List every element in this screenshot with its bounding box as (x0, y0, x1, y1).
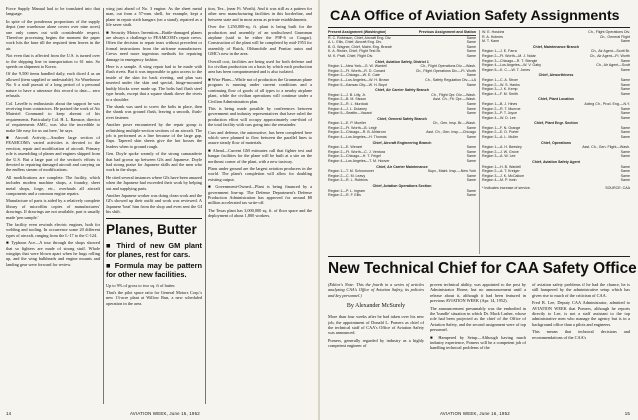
table-cell-present: Region 5—Seattle—Vacant (328, 111, 372, 116)
editors-note: (Editor's Note: This the fourth in a series of articles analyzing CAA's Office of Aviation Safety, its policies and key personnel.) (328, 282, 424, 298)
table-cell-previous: Ch., Flight Operations Div.—Ft. Worth (415, 68, 476, 73)
table-cell-present: Region 1—E. Wenzel (328, 145, 363, 150)
table-cell-previous: Same (620, 87, 630, 92)
table-cell-previous: Acting Ch., Prod. Eng.—N.Y. (584, 101, 630, 106)
deck-bullet-1-text: Third of new GM plant for planes, rest for cars. (106, 240, 202, 259)
right-column-1 (328, 282, 424, 410)
table-section-heading: Chief, Operations (541, 140, 571, 145)
table-cell-present: Region 3—Chicago—H. T. Feigel (328, 154, 381, 159)
table-cell-present: Region 4—F. M. Smith (482, 91, 518, 96)
table-cell-previous: Same (620, 149, 630, 154)
table-cell-previous: Same (466, 173, 476, 178)
page-number: 14 (6, 411, 12, 416)
table-cell-present: K. A. Risher, Chief, Flight Test Br. (328, 49, 381, 54)
table-cell-present: Region 3—J. K. Kemp (482, 87, 518, 92)
body-paragraph: ■ Wise Plans—While not of production the Grumman plane program is running under current conditions and a continuing flow of goods of all types to a nearby airplane plant, while the civilian operations will continue under a Civilian Administration plan. (208, 76, 312, 104)
table-cell-present: Region 3—J. K. McCallum (482, 173, 525, 178)
table-cell-previous: Same (466, 106, 476, 111)
table-cell-present: Region 3—Chicago—W. E. Cate (328, 73, 380, 78)
table-divider (479, 30, 480, 254)
table-cell-present: Region 2—C. M. Leavy (328, 173, 366, 178)
body-paragraph: Of the 9,500 items handled daily, each diced 4 as an allowed (item supplied or undesirable). So Warehouse No. 6 a staff pursuit of a long period of a personal nature to have a utterance this record to date— zero refusals. (6, 71, 100, 99)
table-cell-previous: Same (620, 178, 630, 183)
table-cell-previous: Same (620, 91, 630, 96)
body-paragraph: Another Japanese worker was doing clean work and the GI's showed up their outfit and work was reviewed. A Japanese 'beat' him from the shop and even sent the GI his shift. (106, 193, 202, 215)
table-bottom-rule (328, 256, 630, 257)
table-cell-present: Region 1—B. J. Hines (482, 101, 518, 106)
body-paragraph: wing just ahead of No. 3 engine. As the sheet metal man, cut from a 57-mm. shell, for example, kept a plane in repair sixth hangars (on a stand), repaired as a life saver sixth. (106, 6, 202, 28)
table-cell-present: Region 3—R. L. Robbins (328, 178, 368, 183)
table-cell-previous: Same (620, 39, 630, 44)
body-paragraph: Force Supply Manual had to be translated into that language. (6, 6, 100, 17)
table-cell-previous: Same (620, 106, 630, 111)
assignments-table-right (482, 30, 630, 254)
table-cell-present: Region 1—J. E. Farra (482, 49, 517, 54)
body-paragraph: Another poser encountered by the repair group is refinishing multiple-section sections of an aircraft. The job is performed as a line because of the large gap, flaps. Tapered skin sheets give the hot bosses the leaders when to ground rough. (106, 122, 202, 149)
left-page (0, 0, 318, 420)
assignments-table-left (328, 30, 476, 254)
table-cell-present: Region 2—R. T. Munroe (482, 106, 521, 111)
table-footnote-row (482, 186, 630, 191)
table-cell-present: Region 3—Chicago—R. B. Ahlstrom (328, 130, 386, 135)
table-cell-present: Region 1—New York—G. W. Wardell (328, 64, 387, 69)
publication-footer: AVIATION WEEK, June 16, 1952 (130, 411, 200, 416)
table-cell-present: Region 1—E. P. Mueller (328, 121, 367, 126)
table-section-heading: Chief, Aviation Safety Agent (532, 160, 580, 165)
table-cell-present: Region 1—F. N. Grange (482, 125, 521, 130)
table-section-heading: Chief, Plant Location (538, 97, 574, 102)
table-cell-previous: Ch., Air Agent—Scott (596, 63, 630, 68)
body-paragraph: Manufacture of parts is aided by a relatively complete library of microfilm copies of manufacturers' drawings. If drawings are not available, part is usually made 'pen sample.' (6, 198, 100, 220)
table-cell-previous: Asst. Ch., Flt. Opr.—Wash. (433, 97, 476, 102)
table-row (328, 193, 476, 198)
table-cell-previous: Same (466, 49, 476, 54)
table-cell-present: Region 2—Ft. Worth—C. J. Ventura (328, 149, 386, 154)
table-source: SOURCE: CAA (605, 186, 630, 190)
body-paragraph: That's the pilot space ratio for General Motors Corp.'s new 13-acre plant at Willow Run, a new scheduled operation in the area. (106, 290, 202, 306)
table-section-heading: Chief, General Safety Branch (377, 116, 427, 121)
deck-bullet-2: ■ Formula may be pattern for other new facilities. (106, 260, 202, 279)
left-column-1 (6, 6, 100, 406)
body-paragraph: In spite of the ponderous proportions of the supply depot (one warehouse alone covers over nine acres) one only comes out with considerable respect. Therefore processing begins the moment the paper work hits the base till the required item leaves in the air. (6, 18, 100, 51)
table-cell-present: M. T. Kane (482, 39, 500, 44)
table-cell-previous: Same (620, 111, 630, 116)
body-paragraph: Gen. Doyle spoke warmly of the strong camaraderie that had grown up between GIs and Japanese. Doyle had strong praise for Japanese skills and the men who work in the shops. (106, 151, 202, 173)
table-cell-present: Region 2—E. D. Porter (482, 130, 519, 135)
table-section-heading: Chief, Aviation Operations Section (372, 184, 432, 188)
table-cell-previous: Same (466, 135, 476, 140)
right-column-2 (430, 282, 526, 410)
publication-footer: AVIATION WEEK, June 16, 1952 (440, 411, 510, 416)
table-cell-present: Region 4—Los Angeles—W. V. Gaby (482, 63, 541, 68)
table-row (328, 83, 476, 88)
table-cell-present: Region 2—Ft. Worth—M. J. Nolan (482, 53, 537, 58)
table-cell-previous: Same (620, 173, 630, 178)
table-cell-previous: Asst. Ch., Gen. Flight—Wash. (582, 145, 630, 150)
table-cell-previous: Same (466, 82, 476, 87)
table-row (328, 178, 476, 183)
table-cell-previous: Same (620, 154, 630, 159)
body-paragraph: of aviation safety problems if he had the chance, he is still hampered by the administrative setup which has given rise to much of the criticism of CAA. (532, 282, 630, 298)
table-cell-previous: Same (466, 101, 476, 106)
headline-rule (106, 218, 202, 219)
table-cell-present: Region 1—P. L. Ingram (328, 188, 366, 193)
table-cell-present: Region 5—K. C.—W. T. Jones (482, 67, 531, 72)
body-paragraph: Pomers, generally regarded by industry as a highly competent engineer of (328, 337, 424, 349)
table-header-present: Present Assignment (Washington) (328, 30, 387, 34)
table-cell-present: Region 2—J. W. Grove (482, 149, 519, 154)
table-title: CAA Office of Aviation Safety Assignments (330, 8, 620, 24)
table-cell-previous: Ch., General Flight (599, 34, 630, 39)
body-paragraph: The facility even rewinds electric engines, both for welding and tooling. In occurrence some 20 different types of aircraft, ranging from the L-17 to the C-124. (6, 222, 100, 238)
table-cell-previous: Same (620, 82, 630, 87)
body-paragraph: ■ Ahead—Current GM estimates call that fighter test and hangar facilities for the plane will be built at a site on the northeast corner of the plant, with a new taxiway. (208, 147, 312, 164)
table-cell-previous: Ch., Flight Opr. Div.—Wash. (431, 92, 476, 97)
table-cell-present: Region 2—R. F. Ellis (328, 193, 361, 198)
table-cell-present: B. G. Wagner, Chief, Maint. Eng. Branch (328, 44, 393, 49)
body-paragraph: ■ Hampered by Setup—Although having much industry experience, Pomers will be a competent job of handling technical problems of the (430, 334, 526, 351)
table-section-heading: Chief, Airworthiness (538, 73, 574, 78)
table-header-previous: Previous Assignment and Station (418, 30, 476, 34)
left-column-3 (208, 6, 312, 406)
column-divider (103, 8, 104, 404)
table-cell-previous: Ch., Flight Operations Div. (588, 30, 630, 34)
table-cell-present: Region 3—P. T. Joyce (482, 111, 518, 116)
body-paragraph: ■ Aircraft Activity—Another large section of FEAMCOM's varied activities is devoted to the erection, repair and modification of aircraft. Primary role is assembling of planes and engines shipped from the U.S. But a large part of the section's efforts is devoted to repairing damaged aircraft and carrying on the endless stream of modifications. (6, 134, 100, 173)
table-cell-present: Region 2—B. M. Sisson (328, 97, 367, 102)
table-cell-previous: Same (620, 115, 630, 120)
table-cell-previous: Same (466, 44, 476, 49)
table-row (482, 68, 630, 73)
body-paragraph: The shank was used to screw the bolts in place, then the shank was ground flush, leaving a smooth, flush-rivet fastener. (106, 103, 202, 120)
body-paragraph: Up to 9% of gross to two sq. ft of butter. (106, 282, 176, 288)
table-cell-present: Region 1—A. H. Beesley (482, 145, 522, 150)
table-cell-present: Region 5—Kansas City—W. H. Boyd (328, 82, 387, 87)
table-cell-previous: Same (466, 35, 476, 40)
table-cell-present: M. K. Pratt, Chief, Flight Div. (328, 53, 374, 58)
table-section-heading: Chief, Air Carrier Safety Branch (375, 88, 429, 93)
body-paragraph: ■ Typhoon Ace—A tour through the shops showed that so fighters are made of strong stuff. Whole wingtips that were blown apart when he hugs rolling up, and the wing bulkheads and engine mounts and landing gear were forward for review. (6, 240, 100, 267)
table-cell-previous: Same (620, 58, 630, 63)
table-cell-previous: Same (620, 67, 630, 72)
table-cell-previous: Same (620, 169, 630, 174)
table-cell-previous: Same (466, 159, 476, 164)
table-cell-previous: Same (466, 53, 476, 58)
table-cell-previous: Same (620, 77, 630, 82)
table-cell-present: Region 1—H. B. Wardell (482, 164, 522, 169)
table-cell-previous: Same (620, 130, 630, 135)
table-cell-previous: Same (466, 125, 476, 130)
body-paragraph: tion, Tex., (near Ft. Worth). And it was still as a pattern for other new manufacturing facilities in this borderline, and between state and in most areas as private establishments. (208, 6, 312, 22)
article-headline: Planes, Butter (106, 221, 197, 237)
column-divider (205, 8, 206, 404)
table-cell-present: Region 2—Ft. Worth—B. Leigh (328, 125, 378, 130)
body-paragraph: More than four weeks after he had taken over his new job, the appointment of Donald L. Pomers as chief of the technical staff of CAA's Office of Aviation Safety was announced. (328, 314, 424, 336)
table-cell-previous: Same (620, 125, 630, 130)
table-cell-previous: Same (466, 73, 476, 78)
body-paragraph: All modifications are complete. The facility, which includes modern machine shops, a foundry, sheet metal shops, forge, etc., overhauls all aircraft components and a common engine repairs. (6, 174, 100, 196)
table-section-heading: Chief, Plant Engr. Section (534, 121, 578, 126)
body-paragraph: proven technical ability, was appointed to the post by Administrator Horne, but no announcement until a release about it, although it had been featured in previous AVIATION WEEK (Apr. 14, 1952). (430, 282, 526, 304)
table-cell-present: Region 1—J. B. Lilly, Jr. (328, 92, 366, 97)
table-cell-previous: Same (466, 154, 476, 159)
body-paragraph: Col. Lavelle is enthusiastic about the support he was receiving from contractors. He praised the work of Air Materiel Command to keep abreast of his requirements. Particularly Col. H. L. Ramsoe, director of requirements AMC, was 'also the incredible to make life easy for us out here,' he says. (6, 100, 100, 133)
table-row (328, 159, 476, 164)
table-cell-previous: Same (466, 188, 476, 193)
body-paragraph: ■ Government-Owned—Plant is being financed by a government line-up. The Defense Department's Defense Production Administration has approved for around $8 million accelerated tax write-off. (208, 184, 312, 206)
table-cell-present: Region 2—W. S. Hanks (482, 82, 520, 87)
table-cell-present: Region 4—J. L. Dulaney (328, 106, 367, 111)
article-headline: New Technical Chief for CAA Safety Office (328, 260, 637, 277)
table-cell-present: Region 1—T. M. Schoonover (328, 169, 374, 174)
table-cell-previous: Same (620, 135, 630, 140)
table-section-heading: Chief, Maintenance Branch (532, 44, 580, 49)
body-paragraph: ■ Security Motors Invention—Battle-damaged planes are always a challenge to FEAMCOM's repair crews. Often the decision to repair tears without precedent or formal instructions from the airframe manufacturer. Crews need more ingenious methods for repairing damage in emergency fashion. (106, 29, 202, 62)
table-cell-present: Region 4—W. D. Lee (482, 115, 516, 120)
table-cell-previous: Supv., Maint. Insp.—New York (427, 169, 476, 174)
table-cell-previous: Ch., Flight Operations Div.—Wash. (420, 64, 476, 69)
table-section-heading: Chief, Air Carrier Maintenance (376, 164, 428, 169)
table-cell-present: Region 4—Los Angeles—H. Thomas (328, 135, 387, 140)
table-cell-present: Region 2—A. T. Kreiger (482, 169, 520, 174)
table-row (482, 92, 630, 97)
table-footnote: * Indicates increase of service. (482, 186, 531, 190)
title-rule (328, 27, 630, 28)
table-cell-previous: Same (466, 193, 476, 198)
table-cell-present: Region 3—A. L. Muller (482, 135, 519, 140)
table-cell-previous: Ch., Air Agent—Scott Br. (590, 49, 630, 54)
body-paragraph: The Texas plant has 3,000,000 sq. ft. of floor space and the deployment of about 1,800 workers. (208, 207, 312, 219)
table-cell-present: Region 4—Los Angeles—T. M. Hoover (328, 159, 390, 164)
table-cell-previous: Ch., Gen. Insp. Br.—Wash. (432, 121, 476, 126)
body-paragraph: Cars and defense, the automotive, has been completed here which were planned to flow between the parallel lines to assure steady flow of materials. (208, 129, 312, 146)
body-paragraph: This is being made possible by conferences between government and industry representatives that have ruled the production effort will occupy approximately one-third of the total facility with cars going into the remainder. (208, 105, 312, 128)
body-paragraph: Not even that is affected from the U.S. is turned over to the shipping line in transportation to 61 min. So speeds on shipment to Korea. (6, 53, 100, 70)
table-cell-previous: Ch., Air Agent—Ft. Worth (589, 53, 630, 58)
table-row (482, 135, 630, 140)
table-cell-previous: Ch., Safety Regulation Div.—LA (425, 77, 476, 82)
right-page (320, 0, 638, 420)
table-row (482, 154, 630, 159)
table-row (328, 54, 476, 59)
table-cell-previous: Same (620, 164, 630, 169)
deck-bullet-2-text: Formula may be pattern for other new facilities. (106, 260, 202, 279)
body-paragraph: This means that technical decisions and recommendations of the CAA's (532, 329, 630, 340)
table-cell-present: R. C. Robinson, Chief, Aircraft Eng. Div. (328, 35, 392, 40)
table-cell-present: Region 3—R. L. Murdock (328, 101, 369, 106)
table-cell-present: Region 4—M. P. Irwin (482, 178, 517, 183)
table-row (328, 111, 476, 116)
table-cell-previous: Same (466, 149, 476, 154)
table-cell-present: Region 1—C. A. Strom (482, 77, 519, 82)
left-column-2 (106, 6, 202, 406)
table-cell-previous: Asst. Ch., Gen. Insp.—Chicago (426, 130, 476, 135)
table-cell-previous: Same (466, 178, 476, 183)
table-cell-present: Region 2—Ft. Worth—R. D. Conard (328, 68, 386, 73)
table-cell-present: R. A. Holmes (482, 34, 503, 39)
body-paragraph: He cited several instances where GIs have been amazed when the Japanese had exceeded their work by helping out and supplying parts. (106, 174, 202, 191)
body-paragraph: The announcement presumably was the embodied in the 'bundle' situation in which Dr. Mack Lasher, whose role had been projected as the chief of the Office of Aviation Safety, and the second assignment were of top personnel. (430, 305, 526, 333)
table-cell-present: Region 4—Los Angeles—W. H. Brown (328, 77, 390, 82)
table-row (482, 178, 630, 183)
table-cell-previous: Same (466, 40, 476, 45)
body-paragraph: Fred B. Lee, Deputy CAA Administrator, admitted to AVIATION WEEK that Pomers, although he reports directly to Lee, is not a staff assistant to the top administrative men who manage the agency but is in a background office than a pilots and engineers. (532, 300, 630, 327)
table-cell-previous: Same (466, 111, 476, 116)
table-row (328, 135, 476, 140)
table-section-heading: Chief, Aviation Safety, District 1 (375, 59, 429, 64)
body-paragraph: Here is a sample. A wing repair had to be made with flush rivets. But it was impossible to gain access to the inside of the skin for back riveting, and plan was inserted under the skin and special, hinge-mounted buddy blocks were made up. The bolts had flush steel type heads, except that a square shank drove the rivets to a shoulder. (106, 64, 202, 102)
right-column-3 (532, 282, 630, 410)
table-cell-present: A. L. Ellis, Chief, Aircraft Eng. Div. (328, 40, 382, 45)
table-row (482, 116, 630, 121)
body-paragraph: Overall cost, facilities are being used for both defense and for civilian production on a basis by which each production area has been compartmented and is also isolated. (208, 58, 312, 75)
table-section-heading: Chief, Aircraft Engineering Branch (372, 140, 432, 145)
byline: By Alexander McSurely (346, 303, 406, 310)
page-number: 15 (624, 411, 630, 416)
table-cell-previous: Same (466, 145, 476, 150)
table-row (482, 39, 630, 44)
table-cell-present: Region 3—Chicago—R. T. Stengle (482, 58, 538, 63)
table-cell-present: W. E. Hoskins (482, 30, 505, 34)
body-paragraph: Over the 1,250,000-sq. ft. plant is being built for the production and assembly of an undisclosed Grumman airplane (said to be either the F9F-6 or Cougar). Construction of the plant will be completed by mid-1953 for assembly of Buick, Oldsmobile and Pontiac autos and GMC's new in the area. (208, 24, 312, 57)
body-paragraph: Plans under ground are the largest aviation producers in the world. The plant's completion will allow for doubling existing output. (208, 165, 312, 182)
deck-bullet-1: ■ Third of new GM plant for planes, rest for cars. (106, 240, 202, 259)
table-cell-present: Region 3—A. W. Lee (482, 154, 516, 159)
